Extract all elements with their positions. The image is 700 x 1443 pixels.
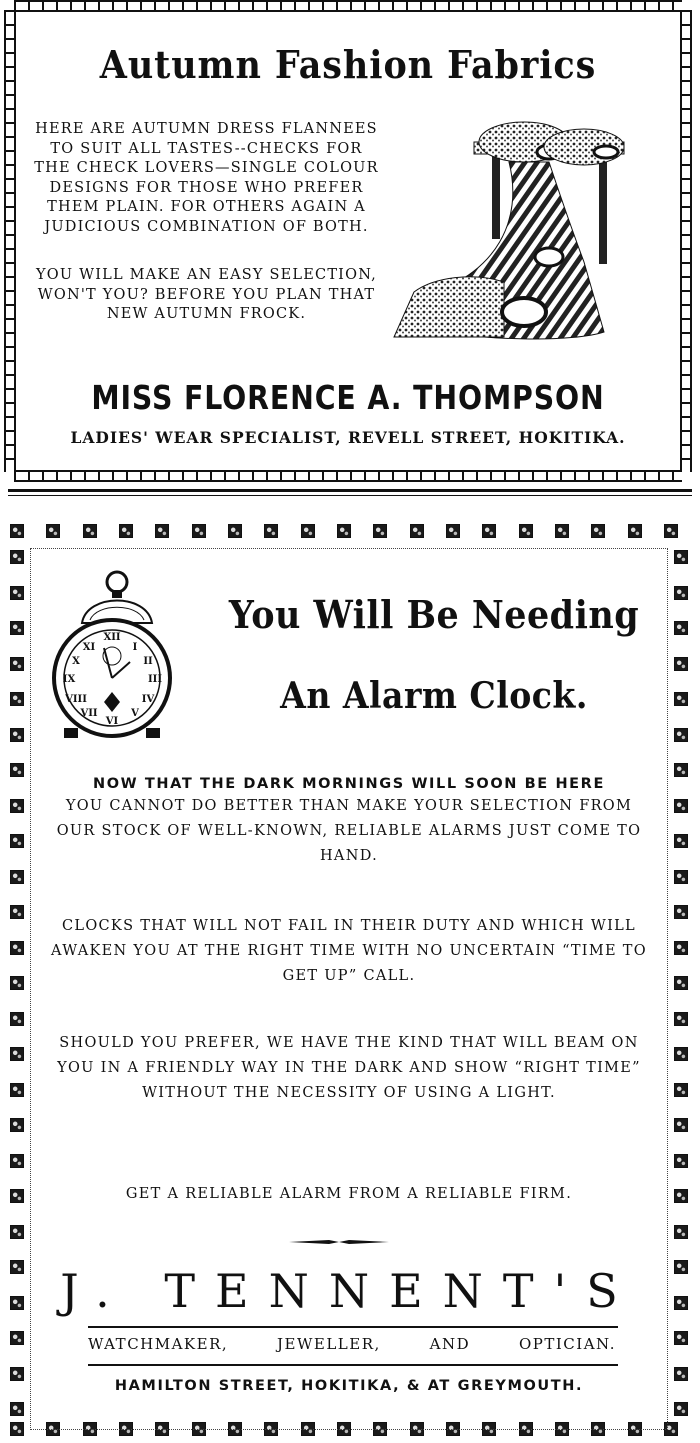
border-ornament: [10, 1189, 24, 1203]
border-ornament: [555, 524, 569, 538]
trade-item: WATCHMAKER,: [88, 1335, 229, 1353]
border-ornament: [228, 524, 242, 538]
border-ornament: [591, 524, 605, 538]
border-ornament: [674, 1012, 688, 1026]
svg-text:II: II: [143, 656, 153, 667]
svg-text:X: X: [72, 656, 80, 667]
border-ornament: [664, 524, 678, 538]
ad-paragraph: GET A RELIABLE ALARM FROM A RELIABLE FIRM.: [125, 1186, 573, 1202]
border-ornament: [674, 1367, 688, 1381]
ornamental-border-left: [4, 10, 16, 472]
svg-text:III: III: [147, 674, 163, 685]
trade-item: JEWELLER,: [277, 1335, 381, 1353]
border-ornament: [674, 1047, 688, 1061]
firm-name: J. TENNENT'S: [60, 1264, 638, 1318]
svg-text:IV: IV: [141, 694, 155, 705]
border-ornament: [337, 524, 351, 538]
ad-headline: An Alarm Clock.: [280, 675, 588, 717]
border-ornament: [674, 1083, 688, 1097]
ad-paragraph: HERE ARE AUTUMN DRESS FLANNEES TO SUIT ALL TASTES--CHECKS FOR THE CHECK LOVERS—SINGLE COLOUR DESIGNS FOR THOSE WHO PREFER THEM PLAIN. FOR OTHERS AGAIN A JUDICIOUS COMBINATION OF BOTH.: [34, 121, 379, 235]
fabrics-advertisement: [4, 0, 692, 488]
alarm-clock-illustration: [42, 568, 182, 743]
border-ornament: [10, 1118, 24, 1132]
border-ornament: [10, 524, 24, 538]
border-ornament: [10, 905, 24, 919]
svg-text:VII: VII: [80, 708, 98, 719]
merchant-address: LADIES' WEAR SPECIALIST, REVELL STREET, HOKITIKA.: [70, 428, 626, 447]
ad-headline: You Will Be Needing: [228, 592, 640, 637]
alarm-clock-advertisement: [4, 520, 694, 1443]
ornamental-border-top: [14, 0, 682, 12]
svg-text:IX: IX: [62, 674, 76, 685]
border-ornament: [674, 692, 688, 706]
border-ornament: [155, 524, 169, 538]
ad-paragraph: SHOULD YOU PREFER, WE HAVE THE KIND THAT WILL BEAM ON YOU IN A FRIENDLY WAY IN THE DARK AND SHOW “RIGHT TIME” WITHOUT THE NECESSITY OF USING A LIGHT.: [57, 1035, 641, 1101]
border-ornament: [674, 834, 688, 848]
border-ornament: [264, 524, 278, 538]
column-divider: [8, 489, 692, 496]
border-ornament: [674, 1118, 688, 1132]
ad-paragraph: CLOCKS THAT WILL NOT FAIL IN THEIR DUTY AND WHICH WILL AWAKEN YOU AT THE RIGHT TIME WITH NO UNCERTAIN “TIME TO GET UP” CALL.: [51, 918, 647, 984]
ad-paragraph: YOU WILL MAKE AN EASY SELECTION, WON'T YOU? BEFORE YOU PLAN THAT NEW AUTUMN FROCK.: [36, 267, 377, 322]
lead-line: NOW THAT THE DARK MORNINGS WILL SOON BE HERE: [93, 776, 605, 792]
ad-paragraph: YOU CANNOT DO BETTER THAN MAKE YOUR SELECTION FROM OUR STOCK OF WELL-KNOWN, RELIABLE ALARMS JUST COME TO HAND.: [56, 798, 642, 864]
trade-item: AND: [429, 1335, 471, 1353]
border-ornament: [10, 1402, 24, 1416]
rule-line: [88, 1326, 618, 1328]
border-ornament: [10, 834, 24, 848]
border-ornament: [10, 799, 24, 813]
ornamental-border-right: [680, 10, 692, 472]
decorative-flourish: [289, 1238, 389, 1246]
border-ornament: [628, 524, 642, 538]
border-ornament: [10, 692, 24, 706]
border-ornament: [674, 763, 688, 777]
border-ornament: [46, 524, 60, 538]
border-ornament: [83, 524, 97, 538]
border-ornament: [482, 524, 496, 538]
border-ornament: [674, 1296, 688, 1310]
border-ornament: [674, 586, 688, 600]
border-ornament: [10, 1083, 24, 1097]
svg-text:VIII: VIII: [65, 694, 87, 705]
border-ornament: [301, 524, 315, 538]
border-ornament: [10, 1047, 24, 1061]
border-ornament: [674, 799, 688, 813]
border-ornament: [674, 728, 688, 742]
border-ornament: [674, 550, 688, 564]
border-ornament: [10, 621, 24, 635]
rule-line: [88, 1364, 618, 1366]
border-ornament: [10, 976, 24, 990]
border-ornament: [10, 1154, 24, 1168]
border-ornament: [674, 1225, 688, 1239]
ornamental-border-left: [10, 550, 26, 1416]
border-ornament: [10, 763, 24, 777]
border-ornament: [10, 728, 24, 742]
border-ornament: [10, 870, 24, 884]
border-ornament: [10, 1422, 24, 1436]
border-ornament: [10, 1260, 24, 1274]
border-ornament: [10, 941, 24, 955]
svg-text:V: V: [131, 708, 139, 719]
border-ornament: [10, 1012, 24, 1026]
svg-text:I: I: [132, 642, 138, 653]
merchant-name: MISS FLORENCE A. THOMPSON: [91, 378, 605, 417]
border-ornament: [674, 657, 688, 671]
border-ornament: [10, 550, 24, 564]
svg-text:XII: XII: [103, 632, 121, 643]
border-ornament: [674, 1331, 688, 1345]
border-ornament: [192, 524, 206, 538]
trades-line: [88, 1335, 616, 1353]
border-ornament: [373, 524, 387, 538]
border-ornament: [10, 1225, 24, 1239]
border-ornament: [674, 1402, 688, 1416]
ornamental-border-bottom: [14, 470, 682, 482]
fabric-bolts-illustration: [374, 112, 654, 347]
border-ornament: [674, 976, 688, 990]
border-ornament: [10, 657, 24, 671]
border-ornament: [519, 524, 533, 538]
svg-text:VI: VI: [105, 716, 119, 727]
border-ornament: [10, 586, 24, 600]
border-ornament: [10, 1296, 24, 1310]
border-ornament: [10, 1367, 24, 1381]
border-ornament: [674, 870, 688, 884]
border-ornament: [674, 1154, 688, 1168]
border-ornament: [119, 524, 133, 538]
firm-address: HAMILTON STREET, HOKITIKA, & AT GREYMOUTH.: [114, 1378, 584, 1394]
border-ornament: [674, 1189, 688, 1203]
ornamental-border-top: [10, 524, 678, 540]
border-ornament: [674, 1260, 688, 1274]
border-ornament: [674, 941, 688, 955]
border-ornament: [446, 524, 460, 538]
ad-title: Autumn Fashion Fabrics: [99, 42, 597, 87]
border-ornament: [674, 905, 688, 919]
border-ornament: [674, 621, 688, 635]
border-ornament: [410, 524, 424, 538]
ornamental-border-right: [674, 550, 690, 1416]
trade-item: OPTICIAN.: [518, 1335, 616, 1353]
border-ornament: [10, 1331, 24, 1345]
svg-text:XI: XI: [82, 642, 96, 653]
